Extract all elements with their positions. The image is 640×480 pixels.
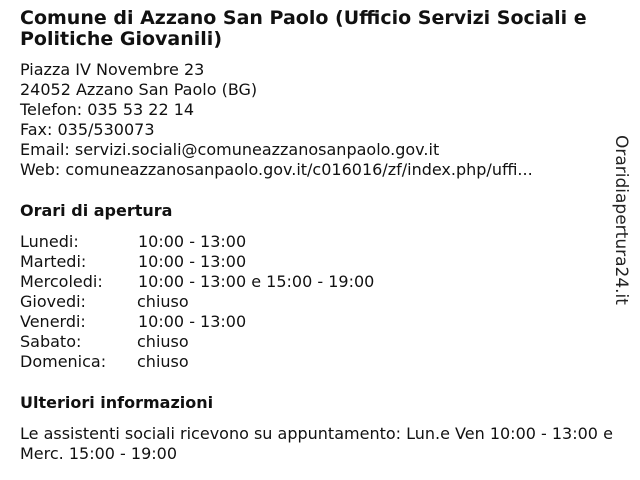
additional-info-text: Le assistenti sociali ricevono su appuntamento: Lun.e Ven 10:00 - 13:00 e Merc. 15:00 - 19:00 (20, 424, 613, 463)
website-link[interactable]: Web: comuneazzanosanpaolo.gov.it/c016016/zf/index.php/uffi... (20, 160, 533, 179)
additional-info-heading: Ulteriori informazioni (20, 393, 214, 412)
hours-time: 10:00 - 13:00 e 15:00 - 19:00 (138, 272, 375, 291)
fax-number: Fax: 035/530073 (20, 120, 155, 139)
hours-day: Venerdi: (20, 312, 86, 331)
phone-number[interactable]: Telefon: 035 53 22 14 (20, 100, 195, 119)
hours-row-thursday (20, 292, 610, 312)
opening-hours-heading: Orari di apertura (20, 201, 173, 220)
hours-day: Mercoledi: (20, 272, 103, 291)
hours-time: chiuso (137, 332, 189, 351)
email-link[interactable]: Email: servizi.sociali@comuneazzanosanpaolo.gov.it (20, 140, 440, 159)
hours-row-wednesday (20, 272, 610, 292)
business-card (20, 7, 613, 464)
hours-day: Martedi: (20, 252, 87, 271)
hours-row-monday (20, 232, 610, 252)
hours-time: 10:00 - 13:00 (138, 232, 247, 251)
hours-day: Giovedi: (20, 292, 86, 311)
hours-time: chiuso (137, 292, 189, 311)
page-title: Comune di Azzano San Paolo (Ufficio Servizi Sociali e Politiche Giovanili) (20, 7, 587, 50)
hours-row-friday (20, 312, 610, 332)
hours-row-saturday (20, 332, 610, 352)
opening-hours-table (20, 232, 610, 372)
hours-day: Domenica: (20, 352, 107, 371)
hours-time: 10:00 - 13:00 (138, 252, 247, 271)
address-city: 24052 Azzano San Paolo (BG) (20, 80, 258, 99)
hours-day: Lunedi: (20, 232, 79, 251)
address-block (20, 60, 610, 180)
brand-watermark: Oraridiapertura24.it (611, 135, 631, 305)
hours-row-sunday (20, 352, 610, 372)
hours-row-tuesday (20, 252, 610, 272)
address-street: Piazza IV Novembre 23 (20, 60, 205, 79)
hours-time: chiuso (137, 352, 189, 371)
hours-day: Sabato: (20, 332, 82, 351)
hours-time: 10:00 - 13:00 (138, 312, 247, 331)
